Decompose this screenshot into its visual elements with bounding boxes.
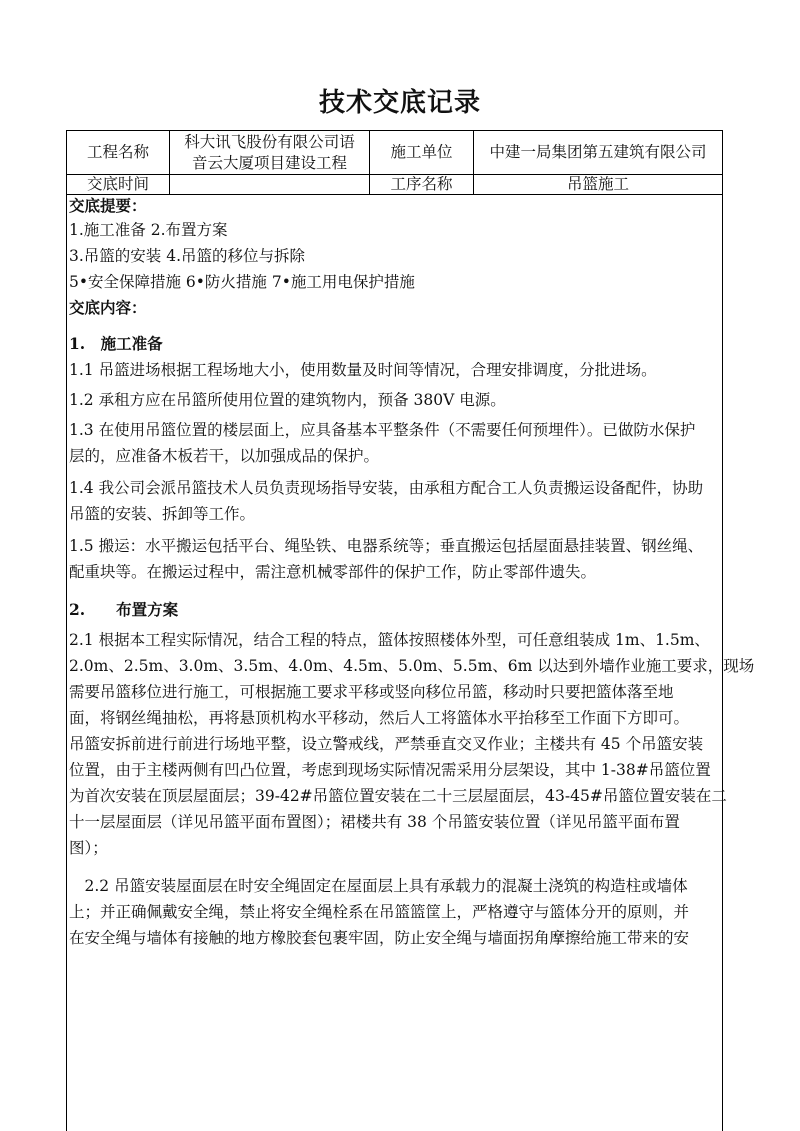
- section-1-line: 1.2 承租方应在吊篮所使用位置的建筑物内，预备 380V 电源。: [69, 391, 506, 409]
- project-name-line-1: 科大讯飞股份有限公司语: [184, 132, 355, 151]
- section-1-line: 1.5 搬运：水平搬运包括平台、绳坠铁、电器系统等；垂直搬运包括屋面悬挂装置、钢丝绳、: [69, 537, 704, 555]
- process-name-label: 工序名称: [370, 175, 474, 194]
- content-heading: 交底内容：: [69, 298, 147, 317]
- section-2-line: 位置，由于主楼两侧有凹凸位置，考虑到现场实际情况需采用分层架设，其中 1-38#吊篮位置: [69, 761, 711, 779]
- section-1-line: 1.3 在使用吊篮位置的楼层面上，应具备基本平整条件（不需要任何预埋件）。已做防水保护: [69, 421, 696, 439]
- disclosure-body: [67, 195, 755, 951]
- summary-line: 5•安全保障措施 6•防火措施 7•施工用电保护措施: [69, 273, 415, 291]
- section-2-line: 为首次安装在顶层屋面层；39-42#吊篮位置安装在二十三层屋面层，43-45#吊篮位置安装在二: [69, 787, 727, 805]
- section-2-line: 十一层屋面层（详见吊篮平面布置图）；裙楼共有 38 个吊篮安装位置（详见吊篮平面布置: [69, 813, 680, 831]
- section-2-2-line: 在安全绳与墙体有接触的地方橡胶套包裹牢固，防止安全绳与墙面拐角摩擦给施工带来的安: [69, 929, 690, 947]
- project-name-label: 工程名称: [67, 131, 170, 174]
- summary-line: 1.施工准备 2.布置方案: [69, 221, 228, 239]
- section-1-line: 层的，应准备木板若干，以加强成品的保护。: [69, 447, 380, 465]
- section-2-2-line: 2.2 吊篮安装屋面层在时安全绳固定在屋面层上具有承载力的混凝土浇筑的构造柱或墙体: [69, 877, 688, 895]
- section-1-line: 配重块等。在搬运过程中，需注意机械零部件的保护工作，防止零部件遗失。: [69, 563, 597, 581]
- section-2-line: 2.1 根据本工程实际情况，结合工程的特点，篮体按照楼体外型，可任意组装成 1m、1.5m、: [69, 631, 710, 649]
- section-2-line: 需要吊篮移位进行施工，可根据施工要求平移或竖向移位吊篮，移动时只要把篮体落至地: [69, 683, 674, 701]
- section-1-line: 吊篮的安装、拆卸等工作。: [69, 505, 256, 523]
- section-2-line: 吊篮安拆前进行前进行场地平整，设立警戒线，严禁垂直交叉作业；主楼共有 45 个吊篮安装: [69, 735, 704, 753]
- disclosure-form: [66, 130, 755, 1131]
- section-2-line: 2.0m、2.5m、3.0m、3.5m、4.0m、4.5m、5.0m、5.5m、6m 以达到外墙作业施工要求，现场: [69, 657, 755, 675]
- summary-line: 3.吊篮的安装 4.吊篮的移位与拆除: [69, 247, 306, 265]
- process-name-value: 吊篮施工: [566, 175, 629, 193]
- contractor-label: 施工单位: [370, 131, 474, 174]
- project-name-value: [170, 131, 370, 174]
- section-1-line: 1.1 吊篮进场根据工程场地大小，使用数量及时间等情况，合理安排调度，分批进场。: [69, 361, 657, 379]
- section-2-title: 2. 布置方案: [69, 600, 179, 619]
- header-row-time: [67, 175, 722, 195]
- disclosure-time-value: [170, 175, 370, 194]
- document-title: 技术交底记录: [318, 88, 481, 118]
- section-1-line: 1.4 我公司会派吊篮技术人员负责现场指导安装，由承租方配合工人负责搬运设备配件，协助: [69, 479, 704, 497]
- header-row-project: [67, 131, 722, 175]
- contractor-value: 中建一局集团第五建筑有限公司: [489, 143, 707, 161]
- section-2-line: 面，将钢丝绳抽松，再将悬顶机构水平移动，然后人工将篮体水平抬移至工作面下方即可。: [69, 709, 690, 727]
- section-2-2-line: 上；并正确佩戴安全绳，禁止将安全绳栓系在吊篮篮筐上，严格遵守与篮体分开的原则，并: [69, 903, 690, 921]
- section-2-line: 图）；: [69, 839, 108, 857]
- section-1-title: 1. 施工准备: [69, 334, 163, 353]
- project-name-line-2: 音云大厦项目建设工程: [191, 153, 347, 172]
- disclosure-time-label: 交底时间: [67, 175, 170, 194]
- summary-heading: 交底提要：: [69, 196, 147, 215]
